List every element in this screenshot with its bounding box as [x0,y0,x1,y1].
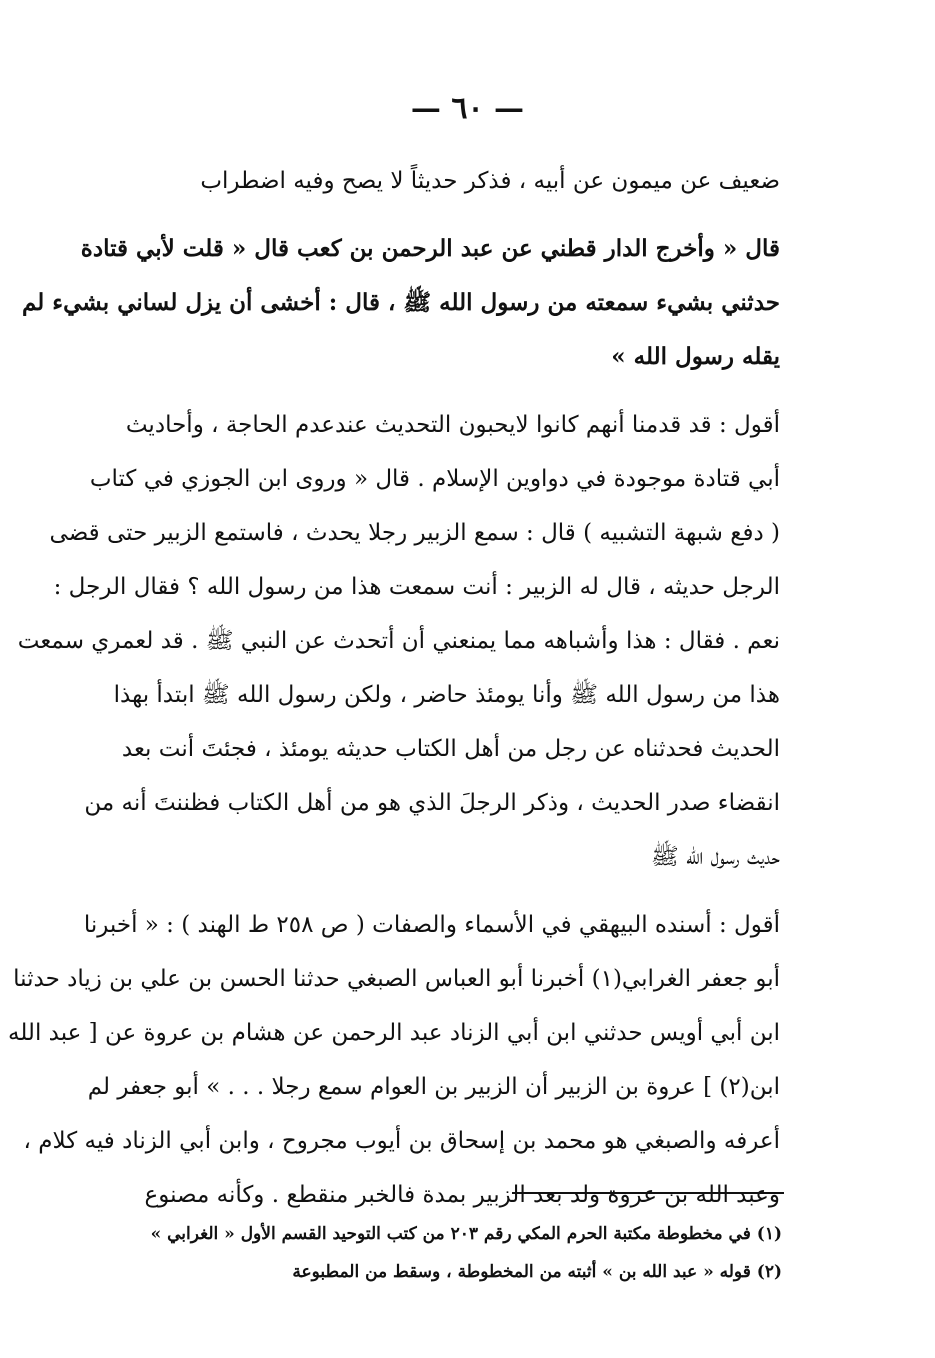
text-line: قال « وأخرج الدار قطني عن عبد الرحمن بن كعب قال « قلت لأبي قتادة [80,235,780,262]
footnote: (١) في مخطوطة مكتبة الحرم المكي رقم ٢٠٣ من كتب التوحيد القسم الأول « الغرابي » [150,1224,782,1244]
text-line: وعبد الله بن عروة ولد بعد الزبير بمدة فالخبر منقطع . وكأنه مصنوع [144,1182,780,1208]
text-line: أبي قتادة موجودة في دواوين الإسلام . قال « وروى ابن الجوزي في كتاب [89,466,780,492]
page-number: — ٦٠ — [410,90,525,126]
text-line: هذا من رسول الله ﷺ وأنا يومئذ حاضر ، ولكن رسول الله ﷺ ابتدأ بهذا [113,682,780,708]
paragraph-gap [128,208,780,222]
text-line: حدثني بشيء سمعته من رسول الله ﷺ ، قال : أخشى أن يزل لساني بشيء لم [21,289,780,316]
text-line: حديث رسول الله ﷺ [650,844,780,870]
paragraph-gap [128,884,780,898]
footnotes [150,1215,782,1291]
text-line: الحديث فحدثناه عن رجل من أهل الكتاب حديثه يومئذ ، فجئتَ أنت بعد [121,736,780,762]
text-line: أقول : أسنده البيهقي في الأسماء والصفات ( ص ٢٥٨ ط الهند ) : « أخبرنا [83,912,780,938]
text-line: ابن(٢) ] عروة بن الزبير أن الزبير بن العوام سمع رجلا . . . » أبو جعفر لم [87,1074,780,1100]
text-line: انقضاء صدر الحديث ، وذكر الرجلَ الذي هو من أهل الكتاب فظننتَ أنه من [84,790,780,816]
paragraph-gap [128,384,780,398]
text-line: ضعيف عن ميمون عن أبيه ، فذكر حديثاً لا يصح وفيه اضطراب [200,168,780,194]
text-line: الرجل حديثه ، قال له الزبير : أنت سمعت هذا من رسول الله ؟ فقال الرجل : [53,574,780,600]
text-line: يقله رسول الله » [611,343,780,370]
text-line: أبو جعفر الغرابي(١) أخبرنا أبو العباس الصبغي حدثنا الحسن بن علي بن زياد حدثنا [13,966,780,992]
text-line: نعم . فقال : هذا وأشباهه مما يمنعني أن أتحدث عن النبي ﷺ . قد لعمري سمعت [17,628,780,654]
footnote: (٢) قوله « عبد الله بن » أثبته من المخطوطة ، وسقط من المطبوعة [292,1262,782,1282]
text-line: ابن أبي أويس حدثني ابن أبي الزناد عبد الرحمن عن هشام بن عروة عن [ عبد الله [7,1020,780,1046]
body-text [7,154,780,1222]
text-line: أعرفه والصبغي هو محمد بن إسحاق بن أيوب مجروح ، وابن أبي الزناد فيه كلام ، [23,1128,780,1154]
text-line: ( دفع شبهة التشبيه ) قال : سمع الزبير رجلا يحدث ، فاستمع الزبير حتى قضى [49,520,780,546]
text-line: أقول : قد قدمنا أنهم كانوا لايحبون التحديث عندعدم الحاجة ، وأحاديث [125,412,780,438]
footnote-divider [512,1192,784,1194]
